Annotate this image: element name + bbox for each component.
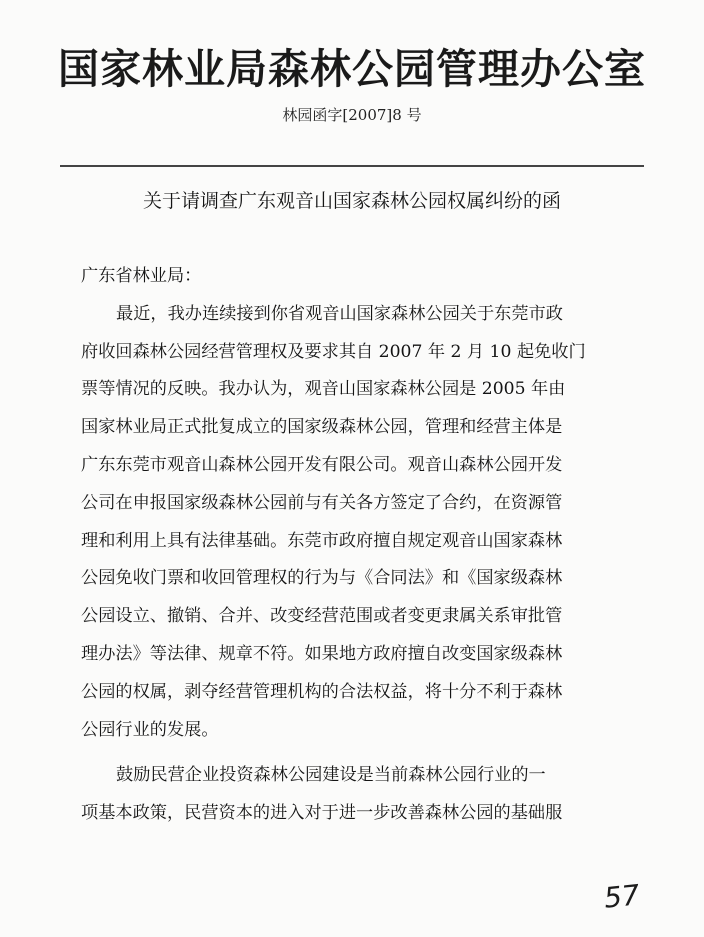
paragraph-1-line: 理办法》等法律、规章不符。如果地方政府擅自改变国家级森林 <box>81 643 563 664</box>
handwritten-page-number: 57 <box>602 878 642 915</box>
paragraph-1-line: 公园免收门票和收回管理权的行为与《合同法》和《国家级森林 <box>81 568 563 589</box>
paragraph-1-line: 府收回森林公园经营管理权及要求其自 2007 年 2 月 10 起免收门 <box>81 341 586 362</box>
paragraph-1-line: 国家林业局正式批复成立的国家级森林公园，管理和经营主体是 <box>81 417 563 438</box>
salutation: 广东省林业局： <box>81 266 202 286</box>
paragraph-1-line: 公园的权属，剥夺经营管理机构的合法权益，将十分不利于森林 <box>81 681 563 702</box>
paragraph-2-line: 项基本政策，民营资本的进入对于进一步改善森林公园的基础服 <box>81 803 563 824</box>
letter-subject: 关于请调查广东观音山国家森林公园权属纠纷的函 <box>142 190 561 212</box>
paragraph-1-line: 票等情况的反映。我办认为，观音山国家森林公园是 2005 年由 <box>81 379 566 400</box>
letterhead-title: 国家林业局森林公园管理办公室 <box>58 45 646 93</box>
paragraph-2-line: 鼓励民营企业投资森林公园建设是当前森林公园行业的一 <box>116 765 546 786</box>
header-divider <box>60 165 644 167</box>
paragraph-1-line: 公司在申报国家级森林公园前与有关各方签定了合约，在资源管 <box>81 492 563 513</box>
letter-body <box>81 258 633 833</box>
document-number: 林园函字[2007]8 号 <box>282 106 422 124</box>
paragraph-1-line: 广东东莞市观音山森林公园开发有限公司。观音山森林公园开发 <box>81 454 563 475</box>
paragraph-1-line: 最近，我办连续接到你省观音山国家森林公园关于东莞市政 <box>116 303 563 324</box>
paragraph-1-line: 理和利用上具有法律基础。东莞市政府擅自规定观音山国家森林 <box>81 530 563 551</box>
paragraph-1-line: 公园行业的发展。 <box>81 719 219 740</box>
paragraph-1-line: 公园设立、撤销、合并、改变经营范围或者变更隶属关系审批管 <box>81 606 563 627</box>
